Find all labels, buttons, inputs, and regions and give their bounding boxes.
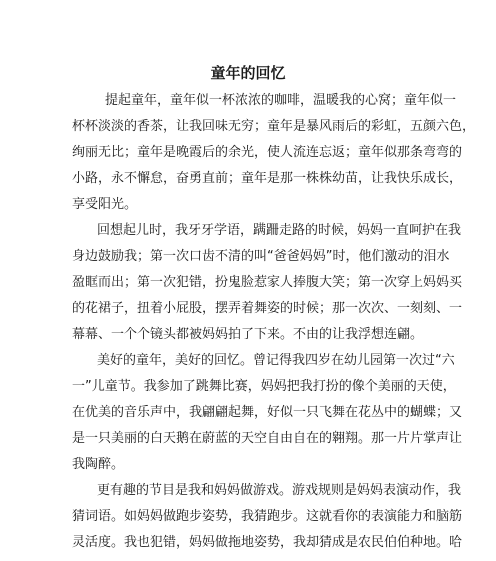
text-line: 杯杯淡淡的香茶，让我回味无穷；童年是暴风雨后的彩虹，五颜六色， bbox=[72, 119, 476, 134]
text-line: 提起童年，童年似一杯浓浓的咖啡，温暖我的心窝；童年似一 bbox=[105, 93, 457, 108]
text-line: 在优美的音乐声中，我翩翩起舞，好似一只飞舞在花丛中的蝴蝶；又 bbox=[72, 405, 463, 420]
text-line: 猜词语。如妈妈做跑步姿势，我猜跑步。这就看你的表演能力和脑筋 bbox=[72, 509, 463, 524]
text-line: 小路，永不懈怠，奋勇直前；童年是那一株株幼苗，让我快乐成长， bbox=[72, 171, 463, 186]
text-line: 盈眶而出；第一次犯错，扮鬼脸惹家人捧腹大笑；第一次穿上妈妈买 bbox=[72, 275, 463, 290]
text-line: 的花裙子，扭着小屁股，摆弄着舞姿的时候；那一次次、一刻刻、一 bbox=[72, 301, 463, 316]
text-line: 美好的童年，美好的回忆。曾记得我四岁在幼儿园第一次过“六 bbox=[97, 353, 455, 368]
text-line: 灵活度。我也犯错，妈妈做拖地姿势，我却猜成是农民伯伯种地。哈 bbox=[72, 535, 463, 550]
text-line: 身边鼓励我；第一次口齿不清的叫“爸爸妈妈”时，他们激动的泪水 bbox=[72, 249, 450, 264]
text-line: 一”儿童节。我参加了跳舞比赛，妈妈把我打扮的像个美丽的天使， bbox=[72, 379, 456, 394]
text-line: 是一只美丽的白天鹅在蔚蓝的天空自由自在的翱翔。那一片片掌声让 bbox=[72, 431, 463, 446]
text-line: 更有趣的节目是我和妈妈做游戏。游戏规则是妈妈表演动作，我 bbox=[97, 483, 462, 498]
text-line: 幕幕、一个个镜头都被妈妈拍了下来。不由的让我浮想连翩。 bbox=[72, 327, 424, 342]
document-title: 童年的回忆 bbox=[210, 64, 286, 82]
text-line: 享受阳光。 bbox=[72, 197, 138, 212]
text-line: 我陶醉。 bbox=[72, 457, 125, 472]
text-line: 回想起儿时，我牙牙学语，蹒跚走路的时候，妈妈一直呵护在我 bbox=[97, 223, 462, 238]
text-line: 绚丽无比；童年是晚霞后的余光，使人流连忘返；童年似那条弯弯的 bbox=[72, 145, 463, 160]
